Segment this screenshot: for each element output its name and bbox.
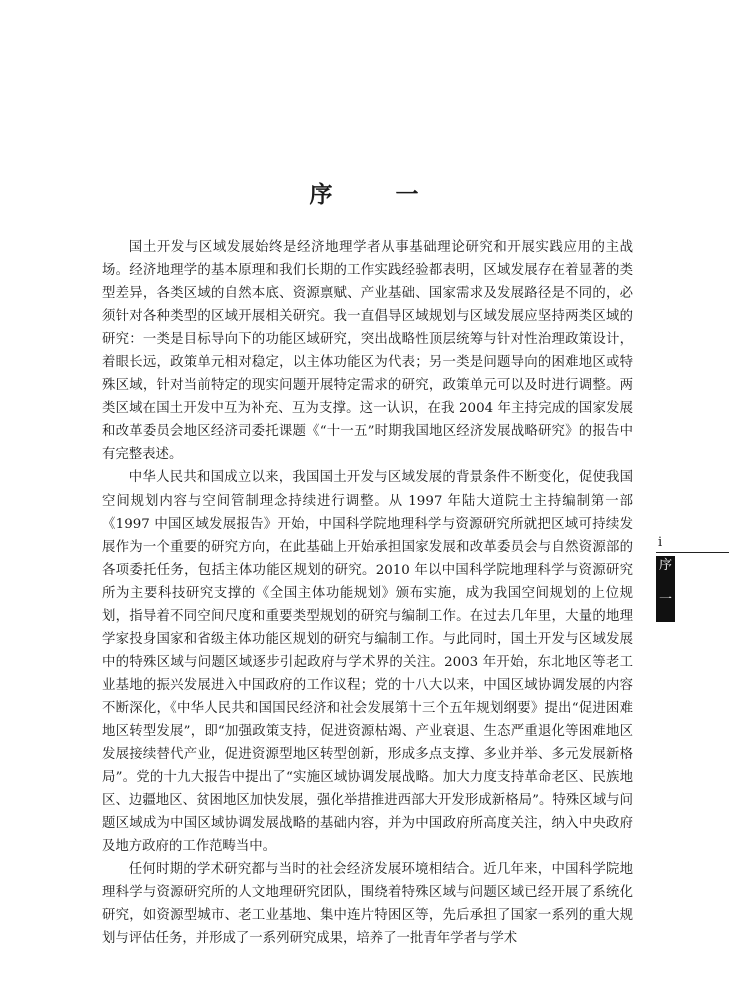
paragraph-3: 任何时期的学术研究都与当时的社会经济发展环境相结合。近几年来，中国科学院地理科学与资源研究所的人文地理研究团队，围绕着特殊区域与问题区域已经开展了系统化研究，如资源型城市、老工业基地、集中连片特困区等，先后承担了国家一系列的重大规划与评估任务，并形成了一系列研究成果，培养了一批青年学者与学术 (102, 862, 633, 947)
title-char-2: 一 (395, 182, 420, 208)
paragraph-1: 国土开发与区域发展始终是经济地理学者从事基础理论研究和开展实践应用的主战场。经济地理学的基本原理和我们长期的工作实践经验都表明，区域发展存在着显著的类型差异，各类区域的自然本底、资源禀赋、产业基础、国家需求及发展路径是不同的，必须针对各种类型的区域开展相关研究。我一直倡导区域规划与区域发展应坚持两类区域的研究：一类是目标导向下的功能区域研究，突出战略性顶层统筹与针对性治理政策设计，着眼长远，政策单元相对稳定，以主体功能区为代表；另一类是问题导向的困难地区或特殊区域，针对当前特定的现实问题开展特定需求的研究，政策单元可以及时进行调整。两类区域在国土开发中互为补充、互为支撑。这一认识，在我 2004 年主持完成的国家发展和改革委员会地区经济司委托课题《“十一五”时期我国地区经济发展战略研究》的报告中有完整表述。 (102, 240, 633, 463)
title-char-1: 序 (309, 182, 334, 208)
page-title (0, 176, 729, 209)
paragraph-2: 中华人民共和国成立以来，我国国土开发与区域发展的背景条件不断变化，促使我国空间规划内容与空间管制理念持续进行调整。从 1997 年陆大道院士主持编制第一部《1997 中国区域发展报告》开始，中国科学院地理科学与资源研究所就把区域可持续发展作为一个重要的研究方向，在此基础上开始承担国家发展和改革委员会与自然资源部的各项委托任务，包括主体功能区规划的研究。2010 年以中国科学院地理科学与资源研究所为主要科技研究支撑的《全国主体功能规划》颁布实施，成为我国空间规划的上位规划，指导着不同空间尺度和重要类型规划的研究与编制工作。在过去几年里，大量的地理学家投身国家和省级主体功能区规划的研究与编制工作。与此同时，国土开发与区域发展中的特殊区域与问题区域逐步引起政府与学术界的关注。2003 年开始，东北地区等老工业基地的振兴发展进入中国政府的工作议程；党的十八大以来，中国区域协调发展的内容不断深化，《中华人民共和国国民经济和社会发展第十三个五年规划纲要》提出“促进困难地区转型发展”，即“加强政策支持，促进资源枯竭、产业衰退、生态严重退化等困难地区发展接续替代产业，促进资源型地区转型创新，形成多点支撑、多业并举、多元发展新格局”。党的十九大报告中提出了“实施区域协调发展战略。加大力度支持革命老区、民族地区、边疆地区、贫困地区加快发展，强化举措推进西部大开发形成新格局”。特殊区域与问题区域成为中国区域协调发展战略的基础内容，并为中国政府所高度关注，纳入中央政府及地方政府的工作范畴当中。 (102, 470, 633, 855)
page-number: i (658, 535, 663, 550)
margin-rule (656, 552, 729, 553)
thumb-tab-char-2: 一 (658, 592, 672, 607)
thumb-tab-char-1: 序 (658, 558, 672, 573)
thumb-tab-spacer (656, 576, 675, 590)
preface-body (102, 236, 633, 950)
chapter-thumb-tab (656, 556, 675, 622)
